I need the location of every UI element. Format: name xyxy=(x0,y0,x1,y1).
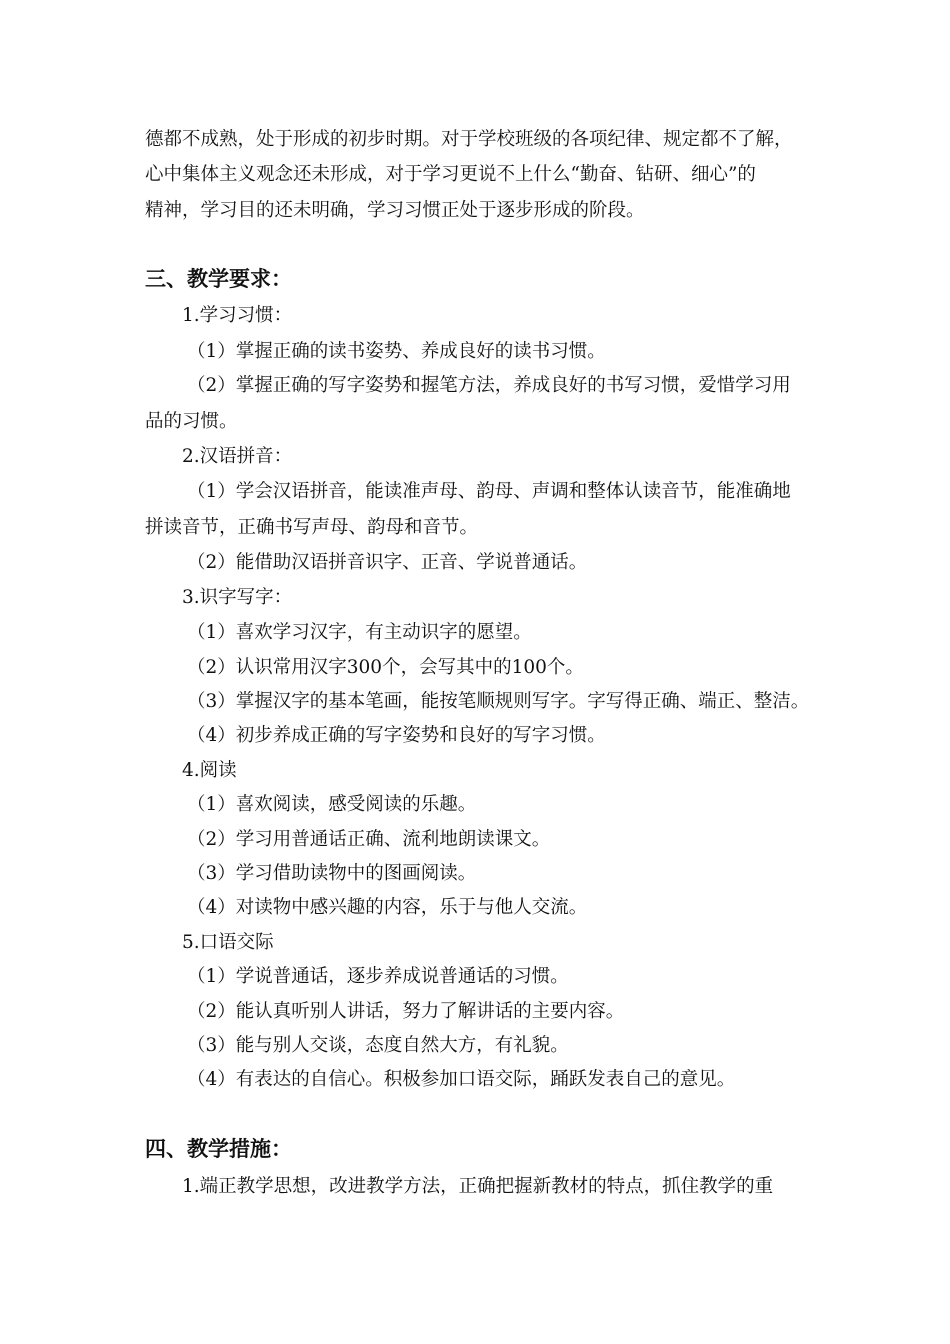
subsection-title: 1.学习习惯： xyxy=(182,305,293,326)
list-item: （4）对读物中感兴趣的内容，乐于与他人交流。 xyxy=(187,897,588,918)
section-heading-teaching-measures: 四、教学措施： xyxy=(145,1137,292,1161)
list-item: （2）掌握正确的写字姿势和握笔方法，养成良好的书写习惯，爱惜学习用 xyxy=(187,375,791,396)
subsection-title: 2.汉语拼音： xyxy=(182,446,293,467)
paragraph-line: 1.端正教学思想，改进教学方法，正确把握新教材的特点，抓住教学的重 xyxy=(182,1176,774,1197)
list-item-continuation: 拼读音节，正确书写声母、韵母和音节。 xyxy=(145,517,479,538)
list-item: （3）能与别人交谈，态度自然大方，有礼貌。 xyxy=(187,1035,569,1056)
paragraph-line: 心中集体主义观念还未形成，对于学习更说不上什么“勤奋、钻研、细心”的 xyxy=(145,164,756,185)
subsection-title: 5.口语交际 xyxy=(182,932,274,953)
list-item: （4）初步养成正确的写字姿势和良好的写字习惯。 xyxy=(187,725,606,746)
list-item: （1）喜欢阅读，感受阅读的乐趣。 xyxy=(187,794,477,815)
paragraph-line: 德都不成熟，处于形成的初步时期。对于学校班级的各项纪律、规定都不了解， xyxy=(145,129,793,150)
list-item: （1）喜欢学习汉字，有主动识字的愿望。 xyxy=(187,622,532,643)
list-item: （2）能借助汉语拼音识字、正音、学说普通话。 xyxy=(187,552,588,573)
list-item-continuation: 品的习惯。 xyxy=(145,411,238,432)
list-item: （2）认识常用汉字300个，会写其中的100个。 xyxy=(187,657,584,678)
list-item: （1）学会汉语拼音，能读准声母、韵母、声调和整体认读音节，能准确地 xyxy=(187,481,791,502)
list-item: （3）学习借助读物中的图画阅读。 xyxy=(187,863,477,884)
list-item: （1）掌握正确的读书姿势、养成良好的读书习惯。 xyxy=(187,341,606,362)
list-item: （1）学说普通话，逐步养成说普通话的习惯。 xyxy=(187,966,569,987)
subsection-title: 4.阅读 xyxy=(182,760,237,781)
subsection-title: 3.识字写字： xyxy=(182,587,293,608)
list-item: （4）有表达的自信心。积极参加口语交际，踊跃发表自己的意见。 xyxy=(187,1069,736,1090)
paragraph-line: 精神，学习目的还未明确，学习习惯正处于逐步形成的阶段。 xyxy=(145,200,645,221)
list-item: （2）学习用普通话正确、流利地朗读课文。 xyxy=(187,829,551,850)
list-item: （3）掌握汉字的基本笔画，能按笔顺规则写字。字写得正确、端正、整洁。 xyxy=(187,691,810,712)
section-heading-teaching-requirements: 三、教学要求： xyxy=(145,267,292,291)
list-item: （2）能认真听别人讲话，努力了解讲话的主要内容。 xyxy=(187,1001,625,1022)
